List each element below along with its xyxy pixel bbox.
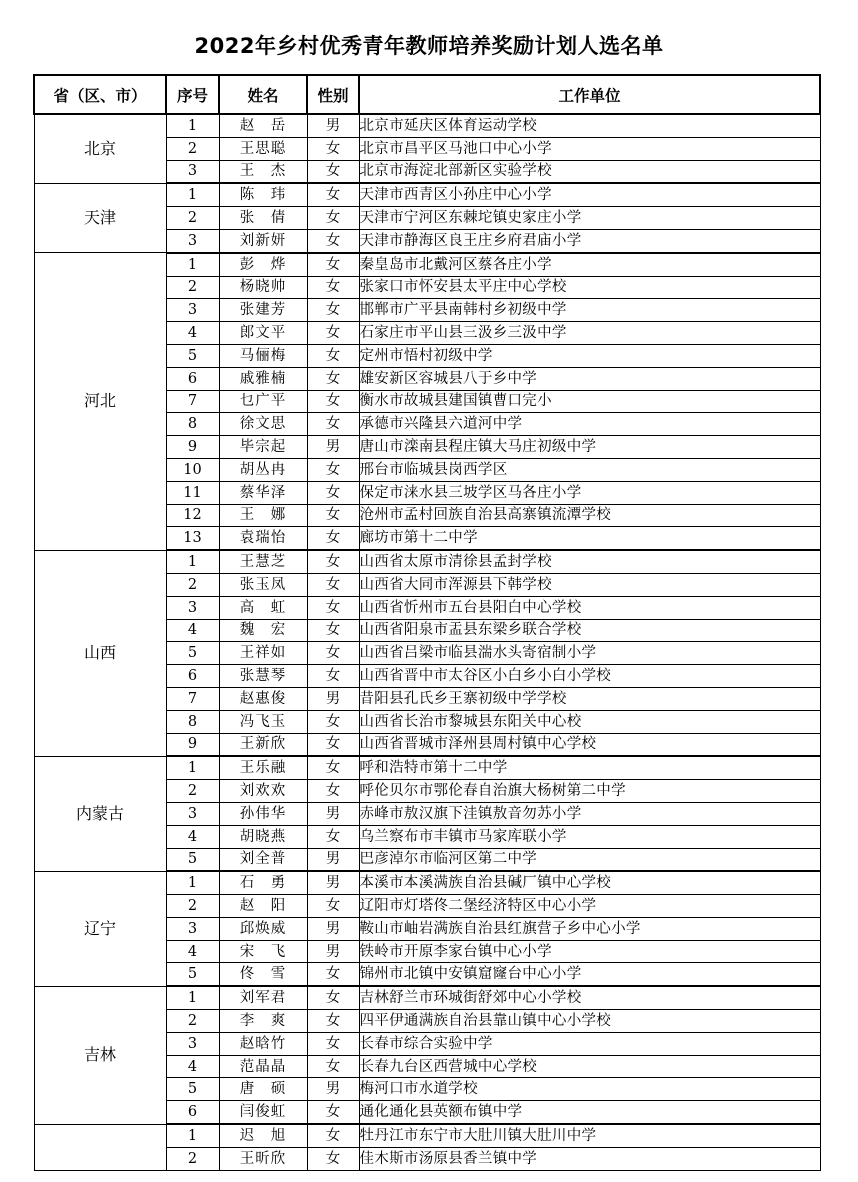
teacher-name: 赵 阳 — [219, 895, 307, 918]
teacher-name: 范晶晶 — [219, 1055, 307, 1078]
work-unit: 秦皇岛市北戴河区蔡各庄小学 — [359, 253, 820, 276]
teacher-gender: 女 — [307, 344, 359, 367]
teacher-gender: 女 — [307, 207, 359, 230]
row-seq: 2 — [166, 137, 219, 160]
teacher-gender: 女 — [307, 550, 359, 573]
teacher-gender: 男 — [307, 436, 359, 459]
row-seq: 4 — [166, 322, 219, 345]
row-seq: 7 — [166, 687, 219, 710]
teacher-name: 刘新妍 — [219, 229, 307, 252]
table-row — [34, 183, 820, 206]
teacher-name: 王新欣 — [219, 733, 307, 756]
work-unit: 山西省忻州市五台县阳白中心学校 — [359, 596, 820, 619]
teacher-name: 胡丛冉 — [219, 458, 307, 481]
teacher-name: 唐 硕 — [219, 1078, 307, 1101]
teacher-gender: 女 — [307, 481, 359, 504]
row-seq: 3 — [166, 917, 219, 940]
teacher-gender: 女 — [307, 229, 359, 252]
province-cell: 吉林 — [34, 986, 166, 1124]
teacher-gender: 女 — [307, 253, 359, 276]
teacher-gender: 女 — [307, 710, 359, 733]
teacher-gender: 女 — [307, 299, 359, 322]
work-unit: 昔阳县孔氏乡王寨初级中学学校 — [359, 687, 820, 710]
teacher-gender: 女 — [307, 756, 359, 779]
teacher-name: 张慧琴 — [219, 665, 307, 688]
teacher-name: 张 倩 — [219, 207, 307, 230]
teacher-name: 王乐融 — [219, 756, 307, 779]
row-seq: 3 — [166, 596, 219, 619]
work-unit: 衡水市故城县建国镇曹口完小 — [359, 390, 820, 413]
row-seq: 8 — [166, 413, 219, 436]
teacher-gender: 女 — [307, 642, 359, 665]
teacher-name: 高 虹 — [219, 596, 307, 619]
row-seq: 2 — [166, 276, 219, 299]
row-seq: 12 — [166, 504, 219, 527]
teacher-name: 李 爽 — [219, 1010, 307, 1033]
row-seq: 1 — [166, 756, 219, 779]
row-seq: 11 — [166, 481, 219, 504]
teacher-name: 邱焕威 — [219, 917, 307, 940]
teacher-name: 佟 雪 — [219, 963, 307, 986]
row-seq: 5 — [166, 344, 219, 367]
row-seq: 7 — [166, 390, 219, 413]
teacher-gender: 女 — [307, 322, 359, 345]
table-row — [34, 550, 820, 573]
header-seq: 序号 — [166, 75, 219, 114]
work-unit: 保定市涞水县三坡学区马各庄小学 — [359, 481, 820, 504]
teacher-name: 赵 岳 — [219, 114, 307, 137]
work-unit: 山西省大同市浑源县下韩学校 — [359, 573, 820, 596]
province-cell: 内蒙古 — [34, 756, 166, 871]
teacher-gender: 女 — [307, 390, 359, 413]
teacher-gender: 男 — [307, 1078, 359, 1101]
work-unit: 赤峰市敖汉旗下洼镇敖音勿苏小学 — [359, 802, 820, 825]
teacher-name: 王 娜 — [219, 504, 307, 527]
row-seq: 3 — [166, 802, 219, 825]
teacher-gender: 女 — [307, 895, 359, 918]
province-cell: 北京 — [34, 114, 166, 183]
document-title: 2022年乡村优秀青年教师培养奖励计划人选名单 — [194, 34, 664, 58]
row-seq: 3 — [166, 299, 219, 322]
teacher-name: 杨晓帅 — [219, 276, 307, 299]
row-seq: 1 — [166, 183, 219, 206]
work-unit: 铁岭市开原李家台镇中心小学 — [359, 940, 820, 963]
teacher-name: 孙伟华 — [219, 802, 307, 825]
work-unit: 山西省吕梁市临县湍水头寄宿制小学 — [359, 642, 820, 665]
row-seq: 6 — [166, 367, 219, 390]
work-unit: 长春市综合实验中学 — [359, 1032, 820, 1055]
work-unit: 天津市静海区良王庄乡府君庙小学 — [359, 229, 820, 252]
teacher-name: 彭 烨 — [219, 253, 307, 276]
row-seq: 13 — [166, 527, 219, 550]
work-unit: 唐山市滦南县程庄镇大马庄初级中学 — [359, 436, 820, 459]
teacher-gender: 女 — [307, 413, 359, 436]
teacher-name: 王昕欣 — [219, 1147, 307, 1170]
row-seq: 4 — [166, 825, 219, 848]
teacher-name: 毕宗起 — [219, 436, 307, 459]
teacher-gender: 女 — [307, 183, 359, 206]
row-seq: 2 — [166, 207, 219, 230]
teacher-name: 郎文平 — [219, 322, 307, 345]
work-unit: 乌兰察布市丰镇市马家库联小学 — [359, 825, 820, 848]
work-unit: 呼和浩特市第十二中学 — [359, 756, 820, 779]
work-unit: 呼伦贝尔市鄂伦春自治旗大杨树第二中学 — [359, 780, 820, 803]
header-name: 姓名 — [219, 75, 307, 114]
row-seq: 6 — [166, 665, 219, 688]
work-unit: 锦州市北镇中安镇窟窿台中心小学 — [359, 963, 820, 986]
teacher-gender: 女 — [307, 527, 359, 550]
teacher-name: 魏 宏 — [219, 619, 307, 642]
work-unit: 巴彦淖尔市临河区第二中学 — [359, 848, 820, 871]
row-seq: 3 — [166, 1032, 219, 1055]
work-unit: 本溪市本溪满族自治县碱厂镇中心学校 — [359, 871, 820, 894]
province-cell: 河北 — [34, 253, 166, 550]
teacher-name: 袁瑞怡 — [219, 527, 307, 550]
teacher-name: 宋 飞 — [219, 940, 307, 963]
row-seq: 9 — [166, 733, 219, 756]
teacher-gender: 女 — [307, 137, 359, 160]
teacher-name: 赵晗竹 — [219, 1032, 307, 1055]
table-row — [34, 1124, 820, 1147]
row-seq: 5 — [166, 1078, 219, 1101]
work-unit: 四平伊通满族自治县靠山镇中心小学校 — [359, 1010, 820, 1033]
teacher-name: 王 杰 — [219, 160, 307, 183]
teacher-gender: 女 — [307, 1101, 359, 1124]
work-unit: 山西省太原市清徐县孟封学校 — [359, 550, 820, 573]
teacher-gender: 女 — [307, 963, 359, 986]
teacher-name: 张建芳 — [219, 299, 307, 322]
teacher-gender: 女 — [307, 596, 359, 619]
row-seq: 1 — [166, 550, 219, 573]
teacher-name: 刘军君 — [219, 986, 307, 1009]
province-cell: 山西 — [34, 550, 166, 756]
row-seq: 8 — [166, 710, 219, 733]
row-seq: 4 — [166, 940, 219, 963]
work-unit: 石家庄市平山县三汲乡三汲中学 — [359, 322, 820, 345]
teacher-gender: 女 — [307, 1010, 359, 1033]
teacher-name: 乜广平 — [219, 390, 307, 413]
row-seq: 1 — [166, 986, 219, 1009]
teacher-name: 胡晓燕 — [219, 825, 307, 848]
teacher-gender: 男 — [307, 871, 359, 894]
header-gender: 性别 — [307, 75, 359, 114]
work-unit: 吉林舒兰市环城街舒郊中心小学校 — [359, 986, 820, 1009]
teacher-name: 戚雅楠 — [219, 367, 307, 390]
work-unit: 山西省晋城市泽州县周村镇中心学校 — [359, 733, 820, 756]
header-unit: 工作单位 — [359, 75, 820, 114]
teacher-name: 冯飞玉 — [219, 710, 307, 733]
teacher-gender: 女 — [307, 733, 359, 756]
row-seq: 1 — [166, 871, 219, 894]
teacher-gender: 女 — [307, 504, 359, 527]
row-seq: 3 — [166, 160, 219, 183]
table-row — [34, 114, 820, 137]
teacher-gender: 女 — [307, 1055, 359, 1078]
work-unit: 承德市兴隆县六道河中学 — [359, 413, 820, 436]
row-seq: 5 — [166, 848, 219, 871]
work-unit: 牡丹江市东宁市大肚川镇大肚川中学 — [359, 1124, 820, 1147]
teacher-name: 马俪梅 — [219, 344, 307, 367]
work-unit: 北京市延庆区体育运动学校 — [359, 114, 820, 137]
teacher-name: 王思聪 — [219, 137, 307, 160]
work-unit: 天津市西青区小孙庄中心小学 — [359, 183, 820, 206]
teacher-gender: 女 — [307, 1124, 359, 1147]
teacher-gender: 女 — [307, 367, 359, 390]
teacher-gender: 男 — [307, 687, 359, 710]
teacher-gender: 男 — [307, 940, 359, 963]
work-unit: 邯郸市广平县南韩村乡初级中学 — [359, 299, 820, 322]
teacher-name: 徐文思 — [219, 413, 307, 436]
work-unit: 长春九台区西营城中心学校 — [359, 1055, 820, 1078]
work-unit: 北京市海淀北部新区实验学校 — [359, 160, 820, 183]
table-header-row — [34, 75, 820, 114]
work-unit: 山西省阳泉市盂县东梁乡联合学校 — [359, 619, 820, 642]
teacher-gender: 女 — [307, 458, 359, 481]
row-seq: 10 — [166, 458, 219, 481]
teacher-gender: 男 — [307, 848, 359, 871]
work-unit: 张家口市怀安县太平庄中心学校 — [359, 276, 820, 299]
work-unit: 沧州市孟村回族自治县高寨镇流潭学校 — [359, 504, 820, 527]
row-seq: 2 — [166, 573, 219, 596]
table-row — [34, 986, 820, 1009]
teacher-name: 张玉凤 — [219, 573, 307, 596]
teacher-gender: 男 — [307, 114, 359, 137]
work-unit: 梅河口市水道学校 — [359, 1078, 820, 1101]
work-unit: 山西省长治市黎城县东阳关中心校 — [359, 710, 820, 733]
work-unit: 定州市悟村初级中学 — [359, 344, 820, 367]
table-row — [34, 756, 820, 779]
row-seq: 6 — [166, 1101, 219, 1124]
work-unit: 邢台市临城县岗西学区 — [359, 458, 820, 481]
row-seq: 9 — [166, 436, 219, 459]
work-unit: 山西省晋中市太谷区小白乡小白小学校 — [359, 665, 820, 688]
row-seq: 2 — [166, 1147, 219, 1170]
work-unit: 雄安新区容城县八于乡中学 — [359, 367, 820, 390]
work-unit: 通化通化县英额布镇中学 — [359, 1101, 820, 1124]
table-body — [34, 114, 820, 1170]
teacher-name: 陈 玮 — [219, 183, 307, 206]
teacher-name: 蔡华泽 — [219, 481, 307, 504]
row-seq: 1 — [166, 1124, 219, 1147]
teacher-name: 闫俊虹 — [219, 1101, 307, 1124]
work-unit: 鞍山市岫岩满族自治县红旗营子乡中心小学 — [359, 917, 820, 940]
teacher-name: 王祥如 — [219, 642, 307, 665]
teacher-gender: 女 — [307, 1147, 359, 1170]
province-cell: 辽宁 — [34, 871, 166, 986]
teacher-name: 刘全普 — [219, 848, 307, 871]
teacher-gender: 男 — [307, 917, 359, 940]
header-province: 省（区、市） — [34, 75, 166, 114]
work-unit: 北京市昌平区马池口中心小学 — [359, 137, 820, 160]
work-unit: 天津市宁河区东棘坨镇史家庄小学 — [359, 207, 820, 230]
row-seq: 5 — [166, 963, 219, 986]
work-unit: 廊坊市第十二中学 — [359, 527, 820, 550]
teacher-name: 赵惠俊 — [219, 687, 307, 710]
teacher-name: 王慧芝 — [219, 550, 307, 573]
row-seq: 2 — [166, 1010, 219, 1033]
province-cell: 天津 — [34, 183, 166, 252]
teacher-name: 刘欢欢 — [219, 780, 307, 803]
teacher-gender: 女 — [307, 986, 359, 1009]
candidate-table — [33, 74, 821, 1171]
row-seq: 5 — [166, 642, 219, 665]
work-unit: 辽阳市灯塔佟二堡经济特区中心小学 — [359, 895, 820, 918]
teacher-gender: 女 — [307, 276, 359, 299]
row-seq: 2 — [166, 780, 219, 803]
teacher-gender: 女 — [307, 160, 359, 183]
teacher-gender: 女 — [307, 573, 359, 596]
teacher-name: 迟 旭 — [219, 1124, 307, 1147]
teacher-gender: 男 — [307, 802, 359, 825]
row-seq: 1 — [166, 253, 219, 276]
row-seq: 1 — [166, 114, 219, 137]
row-seq: 3 — [166, 229, 219, 252]
table-row — [34, 871, 820, 894]
province-cell — [34, 1124, 166, 1170]
teacher-name: 石 勇 — [219, 871, 307, 894]
row-seq: 4 — [166, 619, 219, 642]
table-row — [34, 253, 820, 276]
work-unit: 佳木斯市汤原县香兰镇中学 — [359, 1147, 820, 1170]
teacher-gender: 女 — [307, 619, 359, 642]
teacher-gender: 女 — [307, 665, 359, 688]
row-seq: 4 — [166, 1055, 219, 1078]
row-seq: 2 — [166, 895, 219, 918]
teacher-gender: 女 — [307, 780, 359, 803]
teacher-gender: 女 — [307, 825, 359, 848]
teacher-gender: 女 — [307, 1032, 359, 1055]
